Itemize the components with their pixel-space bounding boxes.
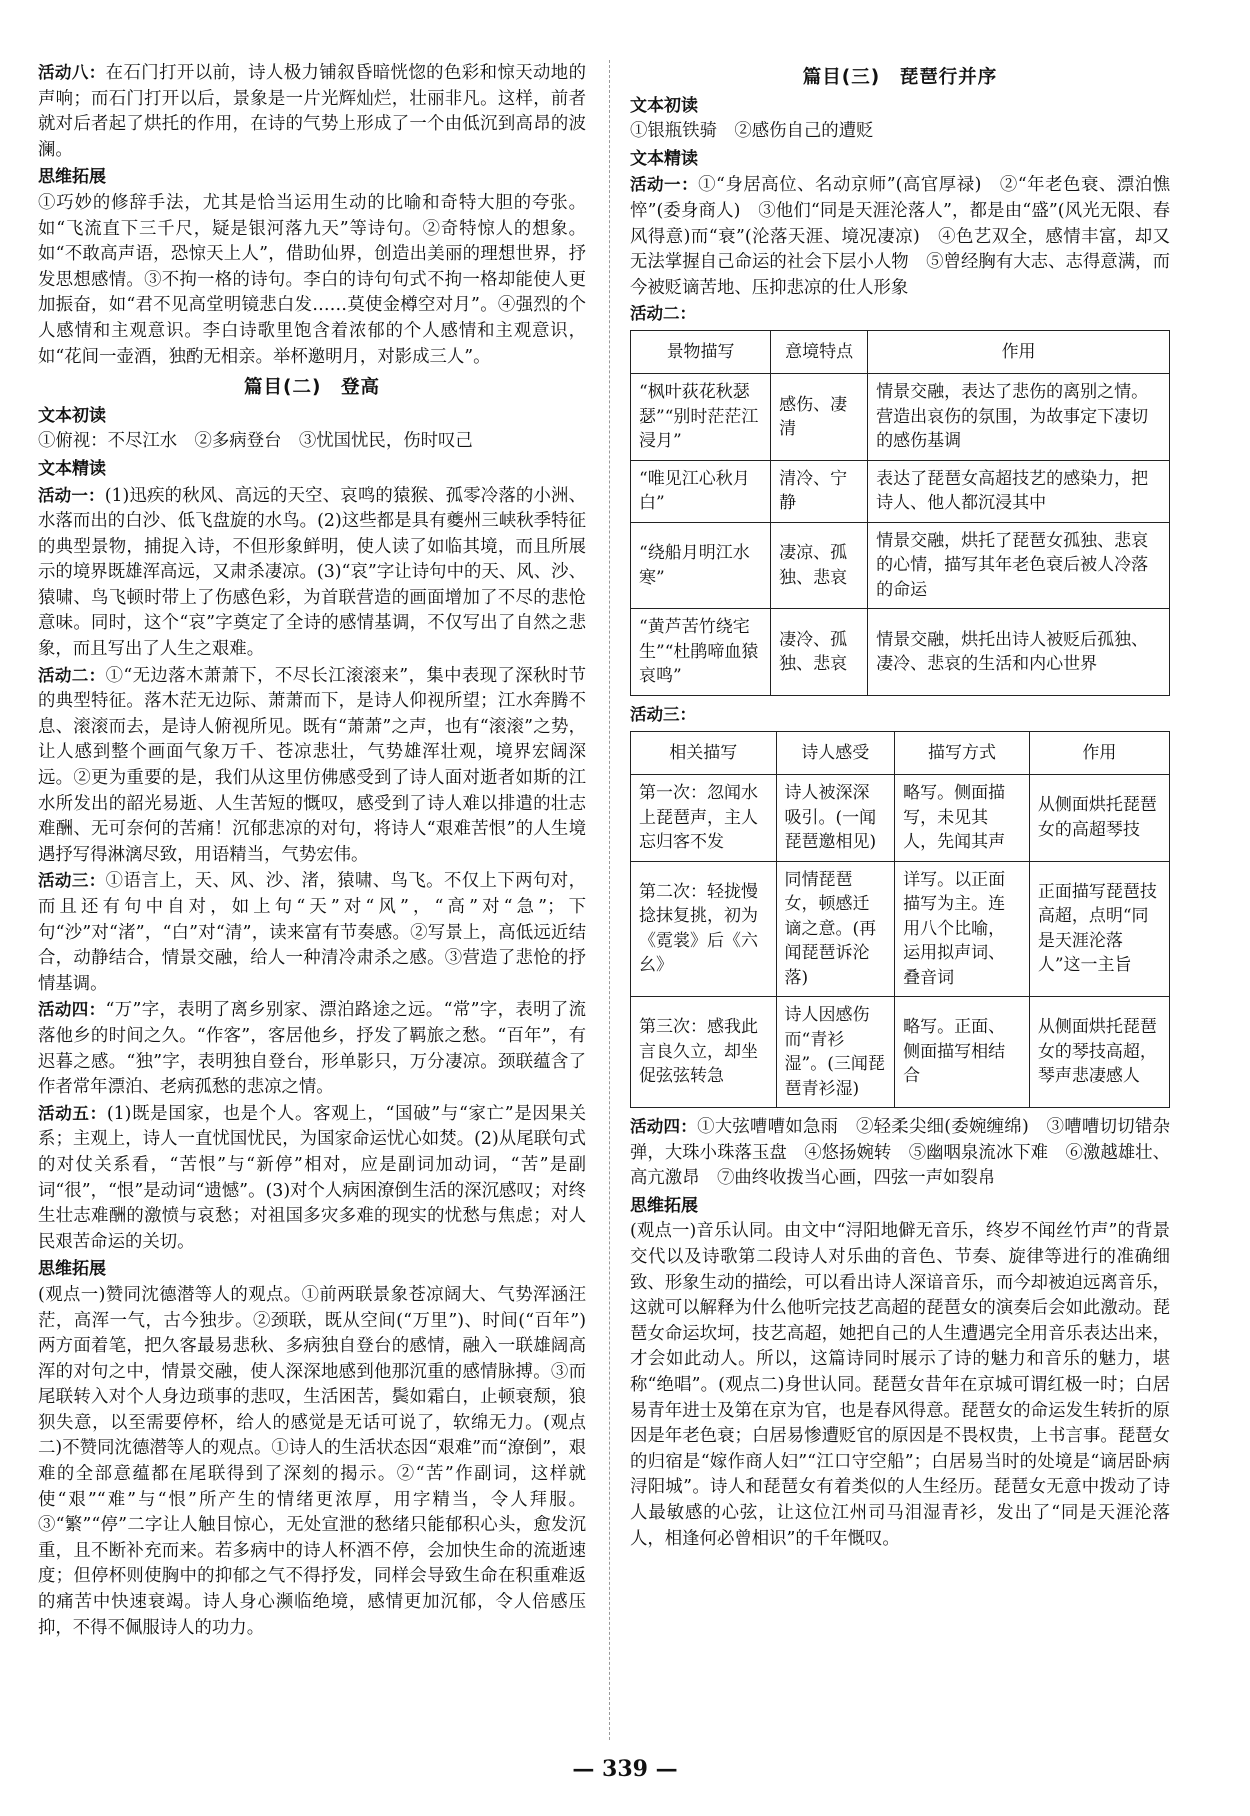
table-row xyxy=(631,775,1170,862)
table-header: 作用 xyxy=(1029,731,1169,775)
section-heading: 文本精读 xyxy=(38,458,106,479)
table-cell: 详写。以正面描写为主。连用八个比喻，运用拟声词、叠音词 xyxy=(895,861,1030,997)
activity-label: 活动四： xyxy=(38,1000,106,1020)
table-header: 作用 xyxy=(868,330,1170,374)
table-cell: 从侧面烘托琵琶女的琴技高超，琴声悲凄感人 xyxy=(1029,997,1169,1108)
table-header: 景物描写 xyxy=(631,330,771,374)
table-cell: 诗人因感伤而“青衫湿”。(三闻琵琶青衫湿) xyxy=(776,997,895,1108)
activity-label: 活动二： xyxy=(38,665,106,685)
table-row xyxy=(631,374,1170,461)
scenery-table xyxy=(630,330,1170,696)
table-row xyxy=(631,609,1170,696)
section-heading: 文本精读 xyxy=(630,148,698,169)
activity-text: (1)迅疾的秋风、高远的天空、哀鸣的猿猴、孤零冷落的小洲、水落而出的白沙、低飞盘旋的水鸟。(2)这些都是具有夔州三峡秋季特征的典型景物，捕捉入诗，不但形象鲜明，使人读了如临其境，而且所展示的境界既雄浑高远，又肃杀凄凉。(3)“哀”字让诗句中的天、风、沙、猿啸、鸟飞顿时带上了伤感色彩，为首联营造的画面增加了不尽的悲怆意味。同时，这个“哀”字奠定了全诗的感情基调，不仅写出了自然之悲象，而且写出了人生之艰难。 xyxy=(38,485,587,660)
section-title-2: 篇目(二) 登高 xyxy=(244,377,380,399)
music-table xyxy=(630,731,1170,1109)
section-heading: 文本初读 xyxy=(38,405,106,426)
activity-text: “万”字，表明了离乡别家、漂泊路途之远。“常”字，表明了流落他乡的时间之久。“作客”，客居他乡，抒发了羁旅之愁。“百年”，有迟暮之感。“独”字，表明独自登台，形单影只，万分凄凉。颈联蕴含了作者常年漂泊、老病孤愁的悲凉之情。 xyxy=(38,1000,586,1098)
table-cell: 凄冷、孤独、悲哀 xyxy=(771,609,868,696)
table-cell: “枫叶荻花秋瑟瑟”“别时茫茫江浸月” xyxy=(631,374,771,461)
activity-text: 在石门打开以前，诗人极力铺叙昏暗恍惚的色彩和惊天动地的声响；而石门打开以后，景象是一片光辉灿烂，壮丽非凡。这样，前者就对后者起了烘托的作用，在诗的气势上形成了一个由低沉到高昂的波澜。 xyxy=(38,63,587,160)
table-cell: 正面描写琵琶技高超，点明“同是天涯沦落人”这一主旨 xyxy=(1029,861,1169,997)
table-row xyxy=(631,861,1170,997)
activity-text: ①“身居高位、名动京师”(高官厚禄) ②“年老色衰、漂泊憔悴”(委身商人) ③他们“同是天涯沦落人”，都是由“盛”(风光无限、春风得意)而“衰”(沦落天涯、境况凄凉) ④色艺双全，感情丰富，却又无法掌握自己命运的社会下层小人物 ⑤曾经胸有大志、志得意满，而今被贬谪苦地、压抑悲凉的仕人形象 xyxy=(630,175,1171,298)
first-read-text: ①银瓶铁骑 ②感伤自己的遭贬 xyxy=(630,121,874,142)
activity-4 xyxy=(630,1114,1170,1192)
activity-4 xyxy=(38,997,586,1100)
table-cell: 略写。侧面描写，未见其人，先闻其声 xyxy=(895,775,1030,862)
section-heading: 文本初读 xyxy=(630,95,698,116)
activity-label: 活动二： xyxy=(630,304,696,324)
table-cell: 从侧面烘托琵琶女的高超琴技 xyxy=(1029,775,1169,862)
activity-label: 活动三： xyxy=(630,704,696,724)
activity-1 xyxy=(630,172,1170,301)
left-column xyxy=(38,60,586,1641)
activity-text: (1)既是国家，也是个人。客观上，“国破”与“家亡”是因果关系；主观上，诗人一直忧国忧民，为国家命运忧心如焚。(2)从尾联句式的对仗关系看，“苦恨”与“新停”相对，应是副词加动词，“苦”是副词“很”，“恨”是动词“遗憾”。(3)对个人病困潦倒生活的深沉感叹；对终生壮志难酬的激愤与哀愁；对祖国多灾多难的现实的忧愁与焦虑；对人民艰苦命运的关切。 xyxy=(38,1103,587,1252)
activity-text: ①“无边落木萧萧下，不尽长江滚滚来”，集中表现了深秋时节的典型特征。落木茫无边际、萧萧而下，是诗人仰视所望；江水奔腾不息、滚滚而去，是诗人俯视所见。既有“萧萧”之声，也有“滚滚”之势，让人感到整个画面气象万千、苍凉悲壮，气势雄浑壮观，境界宏阔深远。②更为重要的是，我们从这里仿佛感受到了诗人面对逝者如斯的江水所发出的韶光易逝、人生苦短的慨叹，感受到了诗人难以排遣的壮志难酬、无可奈何的苦痛！沉郁悲凉的对句，将诗人“艰难苦恨”的人生境遇抒写得淋漓尽致，用语精当，气势宏伟。 xyxy=(38,665,586,865)
table-row xyxy=(631,522,1170,609)
table-row xyxy=(631,997,1170,1108)
thinking-text: (观点一)音乐认同。由文中“浔阳地僻无音乐，终岁不闻丝竹声”的背景交代以及诗歌第二段诗人对乐曲的音色、节奏、旋律等进行的准确细致、形象生动的描绘，可以看出诗人深谙音乐，而今却被迫远离音乐，这就可以解释为什么他听完技艺高超的琵琶女的演奏后会如此激动。琵琶女命运坎坷，技艺高超，她把自己的人生遭遇完全用音乐表达出来，才会如此动人。所以，这篇诗同时展示了诗的魅力和音乐的魅力，堪称“绝唱”。(观点二)身世认同。琵琶女昔年在京城可谓红极一时；白居易青年进士及第在京为官，也是春风得意。琵琶女的命运发生转折的原因是年老色衰；白居易惨遭贬官的原因是不畏权贵，上书言事。琵琶女的归宿是“嫁作商人妇”“江口守空船”；白居易当时的处境是“谪居卧病浔阳城”。诗人和琵琶女有着类似的人生经历。琵琶女无意中拨动了诗人最敏感的心弦，让这位江州司马泪湿青衫，发出了“同是天涯沦落人，相逢何必曾相识”的千年慨叹。 xyxy=(630,1221,1170,1549)
section-heading: 思维拓展 xyxy=(38,167,106,188)
table-header: 诗人感受 xyxy=(776,731,895,775)
table-cell: 情景交融，烘托出诗人被贬后孤独、凄冷、悲哀的生活和内心世界 xyxy=(868,609,1170,696)
table-cell: 同情琵琶女，顿感迁谪之意。(再闻琵琶诉沦落) xyxy=(776,861,895,997)
table-cell: 第二次：轻拢慢捻抹复挑，初为《霓裳》后《六幺》 xyxy=(631,861,777,997)
table-header: 意境特点 xyxy=(771,330,868,374)
table-cell: 诗人被深深吸引。(一闻琵琶邀相见) xyxy=(776,775,895,862)
table-cell: 第三次：感我此言良久立，却坐促弦弦转急 xyxy=(631,997,777,1108)
activity-label: 活动一： xyxy=(38,485,105,505)
table-cell: 表达了琵琶女高超技艺的感染力，把诗人、他人都沉浸其中 xyxy=(868,460,1170,522)
table-cell: “黄芦苦竹绕宅生”“杜鹃啼血猿哀鸣” xyxy=(631,609,771,696)
table-header: 描写方式 xyxy=(895,731,1030,775)
first-read-text: ①俯视：不尽江水 ②多病登台 ③忧国忧民，伤时叹己 xyxy=(38,431,473,452)
section-heading: 思维拓展 xyxy=(38,1259,106,1280)
activity-5 xyxy=(38,1101,586,1256)
activity-label: 活动三： xyxy=(38,871,106,891)
table-row xyxy=(631,460,1170,522)
table-header: 相关描写 xyxy=(631,731,777,775)
column-divider xyxy=(609,60,610,1740)
section-title-3: 篇目(三) 琵琶行并序 xyxy=(802,67,998,88)
table-cell: 情景交融，表达了悲伤的离别之情。营造出哀伤的氛围，为故事定下凄切的感伤基调 xyxy=(868,374,1170,461)
table-cell: 感伤、凄清 xyxy=(771,374,868,461)
table-cell: 略写。正面、侧面描写相结合 xyxy=(895,997,1030,1108)
activity-label: 活动五： xyxy=(38,1103,107,1123)
activity-label: 活动四： xyxy=(630,1117,698,1137)
activity-2 xyxy=(38,663,586,869)
activity-1 xyxy=(38,483,586,663)
table-cell: 第一次：忽闻水上琵琶声，主人忘归客不发 xyxy=(631,775,777,862)
table-cell: 凄凉、孤独、悲哀 xyxy=(771,522,868,609)
activity-label: 活动八： xyxy=(38,63,106,82)
thinking-text: (观点一)赞同沈德潜等人的观点。①前两联景象苍凉阔大、气势浑涵汪茫，高浑一气，古今独步。②颈联，既从空间(“万里”)、时间(“百年”)两方面着笔，把久客最易悲秋、多病独自登台的感情，融入一联雄阔高浑的对句之中，情景交融，使人深深地感到他那沉重的感情脉搏。③而尾联转入对个人身边琐事的悲叹，生活困苦，鬓如霜白，止顿衰颓，狼狈失意，以至需要停杯，给人的感觉是无话可说了，软绵无力。(观点二)不赞同沈德潜等人的观点。①诗人的生活状态因“艰难”而“潦倒”，艰难的全部意蕴都在尾联得到了深刻的揭示。②“苦”作副词，这样就使“艰”“难”与“恨”所产生的情绪更浓厚，用字精当，令人拜服。③“繁”“停”二字让人触目惊心，无处宣泄的愁绪只能郁积心头，愈发沉重，且不断补充而来。若多病中的诗人杯酒不停，会加快生命的流逝速度；但停杯则使胸中的抑郁之气不得抒发，同样会导致生命在积重难返的痛苦中快速衰竭。诗人身心濒临绝境，感情更加沉郁，令人倍感压抑，不得不佩服诗人的功力。 xyxy=(38,1284,586,1638)
table-cell: “唯见江心秋月白” xyxy=(631,460,771,522)
right-column xyxy=(630,60,1170,1552)
table-header-row xyxy=(631,330,1170,374)
activity-text: ①大弦嘈嘈如急雨 ②轻柔尖细(委婉缠绵) ③嘈嘈切切错杂弹，大珠小珠落玉盘 ④悠扬婉转 ⑤幽咽泉流冰下难 ⑥激越雄壮、高亢激昂 ⑦曲终收拨当心画，四弦一声如裂帛 xyxy=(630,1117,1171,1189)
activity-label: 活动一： xyxy=(630,175,699,195)
table-header-row xyxy=(631,731,1170,775)
table-cell: 情景交融，烘托了琵琶女孤独、悲哀的心情，描写其年老色衰后被人冷落的命运 xyxy=(868,522,1170,609)
page-number: — 339 — xyxy=(572,1756,678,1782)
table-cell: 清冷、宁静 xyxy=(771,460,868,522)
activity-8 xyxy=(38,60,586,163)
activity-text: ①语言上，天、风、沙、渚，猿啸、鸟飞。不仅上下两句对，而且还有句中自对，如上句“天”对“风”，“高”对“急”；下句“沙”对“渚”，“白”对“清”，读来富有节奏感。②写景上，高低远近结合，动静结合，情景交融，给人一种清冷肃杀之感。③营造了悲怆的抒情基调。 xyxy=(38,871,587,994)
activity-3 xyxy=(38,868,586,997)
page-body xyxy=(38,60,1212,1810)
section-heading: 思维拓展 xyxy=(630,1195,698,1216)
thinking-text: ①巧妙的修辞手法，尤其是恰当运用生动的比喻和奇特大胆的夸张。如“飞流直下三千尺，疑是银河落九天”等诗句。②奇特惊人的想象。如“不敢高声语，恐惊天上人”，借助仙界，创造出美丽的理想世界，抒发思想感情。③不拘一格的诗句。李白的诗句句式不拘一格却能使人更加振奋，如“君不见高堂明镜悲白发……莫使金樽空对月”。④强烈的个人感情和主观意识。李白诗歌里饱含着浓郁的个人感情和主观意识，如“花间一壶酒，独酌无相亲。举杯邀明月，对影成三人”。 xyxy=(38,192,586,367)
table-cell: “绕船月明江水寒” xyxy=(631,522,771,609)
